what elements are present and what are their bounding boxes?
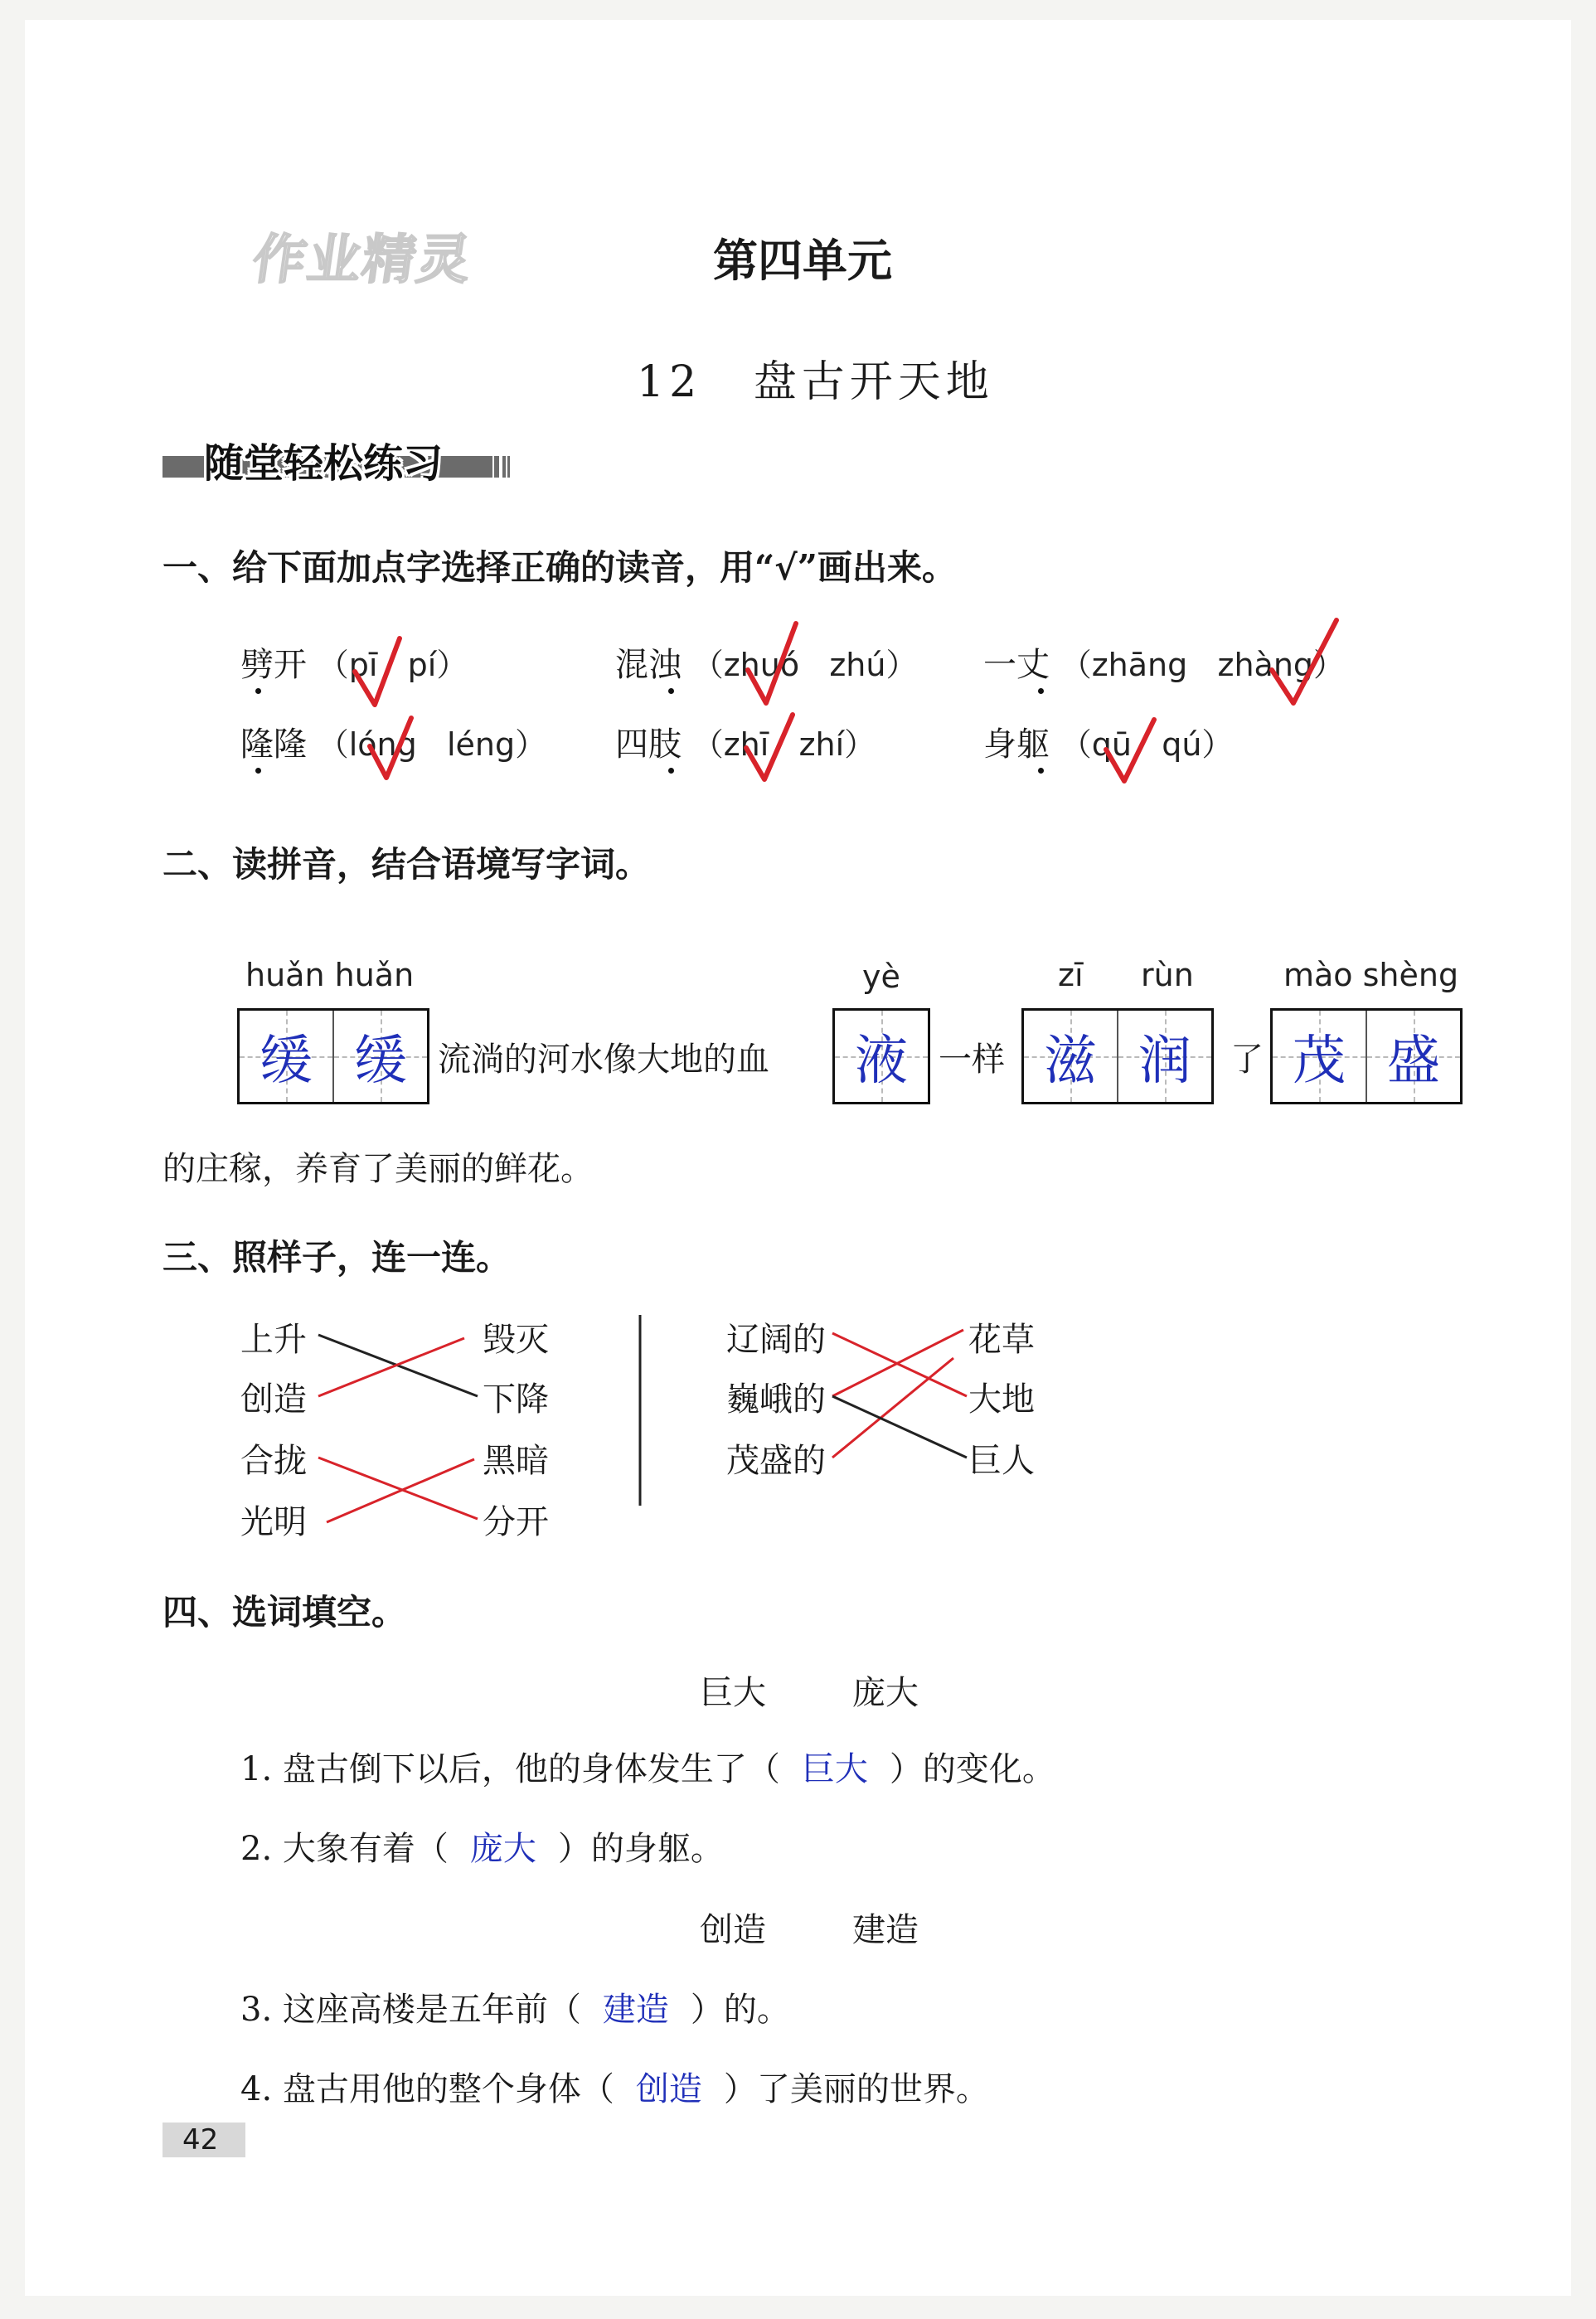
unit-title: 第四单元	[713, 234, 892, 287]
lesson-title	[637, 347, 994, 409]
answer-box-huanhuan	[237, 1008, 429, 1104]
pinyin-zi: zī	[1058, 957, 1084, 993]
s1-item-3: 一丈 （zhāng zhàng）	[983, 646, 1346, 684]
s1-opt-b: zhí	[798, 726, 845, 763]
pinyin-huanhuan: huǎn huǎn	[245, 957, 415, 993]
s4-answer: 创造	[635, 2070, 702, 2108]
match-right-a: 辽阔的	[726, 1321, 826, 1359]
match-left-a: 创造	[240, 1380, 307, 1419]
answer-box-maosheng	[1270, 1008, 1463, 1104]
s1-word: 劈开	[240, 646, 307, 684]
s2-text-4: 的庄稼，养育了美丽的鲜花。	[163, 1150, 594, 1188]
s4-sentence-3: 3. 这座高楼是五年前（ 建造 ）的。	[240, 1991, 790, 2029]
emphasis-dot	[668, 768, 674, 774]
choice-word: 建造	[852, 1911, 919, 1949]
s2-text-2: 一样	[939, 1041, 1005, 1079]
s4-sentence-1: 1. 盘古倒下以后，他的身体发生了（ 巨大 ）的变化。	[240, 1750, 1055, 1788]
s1-opt-b: zhú	[829, 647, 886, 683]
page-number: 42	[163, 2123, 245, 2157]
section4-heading: 四、选词填空。	[163, 1592, 407, 1633]
s1-item-1: 劈开 （pī pí）	[240, 646, 468, 684]
choice-word: 庞大	[852, 1674, 919, 1712]
choice-word: 创造	[700, 1911, 766, 1949]
s1-opt-a: zhuó	[723, 647, 800, 683]
match-right-b: 巨人	[968, 1442, 1035, 1480]
choice-word: 巨大	[700, 1674, 766, 1712]
s1-item-6: 身躯 （qū qú）	[983, 725, 1234, 764]
emphasis-dot	[255, 768, 261, 774]
emphasis-dot	[1038, 768, 1044, 774]
section1-heading: 一、给下面加点字选择正确的读音，用“√”画出来。	[163, 547, 957, 588]
match-left-a: 合拢	[240, 1442, 307, 1480]
match-right-b: 大地	[968, 1380, 1035, 1419]
s4-answer: 建造	[602, 1991, 669, 2029]
section3-heading: 三、照样子，连一连。	[163, 1237, 512, 1278]
s1-word: 一丈	[983, 646, 1050, 684]
emphasis-dot	[255, 688, 261, 694]
pinyin-run: rùn	[1141, 957, 1194, 993]
answer-cell: 润	[1117, 1011, 1211, 1102]
s1-item-2: 混浊 （zhuó zhú）	[615, 646, 918, 684]
s1-word: 四肢	[615, 725, 682, 764]
lesson-number: 12	[637, 357, 702, 407]
s4-answer: 巨大	[801, 1750, 868, 1788]
s4-sentence-4: 4. 盘古用他的整个身体（ 创造 ）了美丽的世界。	[240, 2070, 989, 2108]
answer-cell: 缓	[332, 1011, 427, 1102]
s2-text-3: 了	[1230, 1041, 1264, 1079]
emphasis-dot	[1038, 688, 1044, 694]
answer-cell: 茂	[1273, 1011, 1366, 1102]
match-right-a: 巍峨的	[726, 1380, 826, 1419]
match-left-a: 上升	[240, 1321, 307, 1359]
pinyin-ye: yè	[862, 958, 900, 995]
practice-banner	[163, 431, 511, 491]
answer-cell: 液	[835, 1011, 928, 1102]
section2-heading: 二、读拼音，结合语境写字词。	[163, 844, 651, 885]
s1-word: 身躯	[983, 725, 1050, 764]
banner-text: 随堂轻松练习	[204, 440, 444, 487]
match-left-b: 下降	[483, 1380, 549, 1419]
answer-box-ye	[832, 1008, 930, 1104]
s1-opt-a: lóng	[348, 726, 417, 763]
s1-word: 混浊	[615, 646, 682, 684]
answer-cell: 盛	[1366, 1011, 1460, 1102]
s1-word: 隆隆	[240, 725, 307, 764]
s1-opt-b: léng	[447, 726, 516, 763]
emphasis-dot	[668, 688, 674, 694]
s1-opt-b: zhàng	[1217, 647, 1314, 683]
match-left-b: 黑暗	[483, 1442, 549, 1480]
s1-opt-a: zhāng	[1091, 647, 1188, 683]
match-left-b: 毁灭	[483, 1321, 549, 1359]
answer-cell: 滋	[1024, 1011, 1117, 1102]
s1-item-5: 四肢 （zhī zhí）	[615, 725, 876, 764]
match-right-b: 花草	[968, 1321, 1035, 1359]
s4-sentence-2: 2. 大象有着（ 庞大 ）的身躯。	[240, 1830, 724, 1868]
s1-opt-a: zhī	[723, 726, 769, 763]
watermark-logo: 作业精灵	[248, 230, 477, 291]
answer-box-zirun	[1021, 1008, 1214, 1104]
s4-answer: 庞大	[469, 1830, 536, 1868]
s1-item-4: 隆隆 （lóng léng）	[240, 725, 547, 764]
s1-opt-a: pī	[348, 647, 378, 683]
s1-opt-b: pí	[407, 647, 437, 683]
s2-text-1: 流淌的河水像大地的血	[438, 1041, 769, 1079]
pinyin-maosheng: mào shèng	[1283, 957, 1459, 993]
s1-opt-b: qú	[1162, 726, 1202, 763]
match-left-a: 光明	[240, 1503, 307, 1541]
s1-opt-a: qū	[1091, 726, 1132, 763]
answer-cell: 缓	[240, 1011, 332, 1102]
match-right-a: 茂盛的	[726, 1442, 826, 1480]
lesson-name: 盘古开天地	[753, 357, 994, 407]
match-left-b: 分开	[483, 1503, 549, 1541]
